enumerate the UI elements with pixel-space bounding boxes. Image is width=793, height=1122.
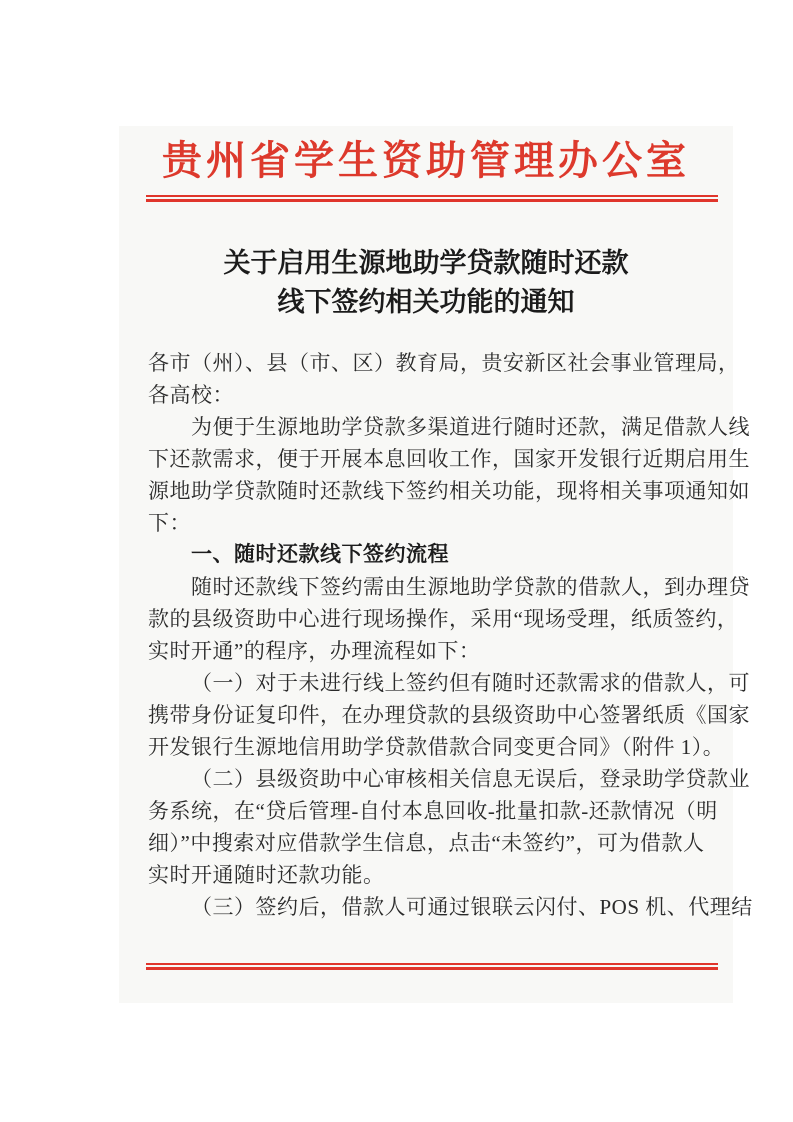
body-line: 各高校： bbox=[148, 383, 234, 407]
body-line: 携带身份证复印件，在办理贷款的县级资助中心签署纸质《国家 bbox=[148, 703, 750, 727]
body-line: （三）签约后，借款人可通过银联云闪付、POS 机、代理结 bbox=[191, 895, 753, 919]
body-line: 款的县级资助中心进行现场操作，采用“现场受理，纸质签约， bbox=[148, 607, 739, 631]
footer-divider bbox=[146, 963, 718, 970]
body-line: 下： bbox=[148, 511, 191, 535]
body-line: 为便于生源地助学贷款多渠道进行随时还款，满足借款人线 bbox=[191, 415, 750, 439]
document-title bbox=[119, 244, 733, 322]
body-line: 源地助学贷款随时还款线下签约相关功能，现将相关事项通知如 bbox=[148, 479, 750, 503]
body-line: 各市（州）、县（市、区）教育局，贵安新区社会事业管理局， bbox=[148, 351, 740, 375]
body-line: 下还款需求，便于开展本息回收工作，国家开发银行近期启用生 bbox=[148, 447, 750, 471]
body-line: 随时还款线下签约需由生源地助学贷款的借款人，到办理贷 bbox=[191, 575, 750, 599]
body-line: （一）对于未进行线上签约但有随时还款需求的借款人，可 bbox=[191, 671, 750, 695]
letterhead-divider bbox=[146, 195, 718, 202]
document-title-line-2: 线下签约相关功能的通知 bbox=[277, 287, 575, 317]
document-body bbox=[148, 347, 753, 923]
document-title-line-1: 关于启用生源地助学贷款随时还款 bbox=[223, 248, 629, 278]
body-line: 务系统，在“贷后管理-自付本息回收-批量扣款-还款情况（明 bbox=[148, 799, 718, 823]
body-line: （二）县级资助中心审核相关信息无误后，登录助学贷款业 bbox=[191, 767, 750, 791]
body-line: 实时开通随时还款功能。 bbox=[148, 863, 385, 887]
notice-page bbox=[119, 126, 753, 1003]
body-line: 细）”中搜索对应借款学生信息，点击“未签约”，可为借款人 bbox=[148, 831, 705, 855]
body-line: 一、随时还款线下签约流程 bbox=[191, 543, 449, 566]
letterhead-title: 贵州省学生资助管理办公室 bbox=[162, 138, 690, 183]
body-line: 实时开通”的程序，办理流程如下： bbox=[148, 639, 481, 663]
body-line: 开发银行生源地信用助学贷款借款合同变更合同》（附件 1）。 bbox=[148, 735, 725, 759]
